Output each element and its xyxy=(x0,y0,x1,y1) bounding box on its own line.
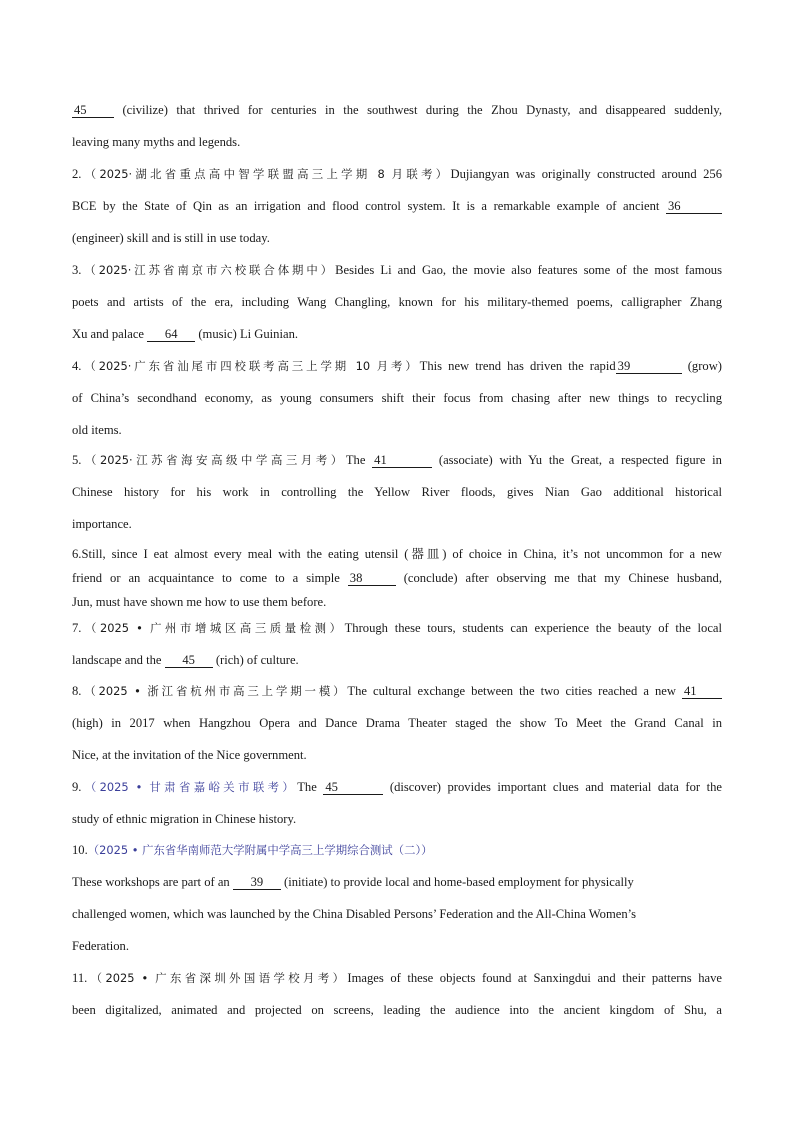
line-text: importance. xyxy=(72,517,132,531)
line-text: leaving many myths and legends. xyxy=(72,135,241,149)
line-text: This new trend has driven the rapid xyxy=(419,359,616,373)
answer-blank: 45 xyxy=(72,103,114,118)
answer-blank: 39 xyxy=(233,875,281,890)
answer-blank: 38 xyxy=(348,571,396,586)
answer-blank: 45 xyxy=(323,780,383,795)
answer-blank: 39 xyxy=(616,359,682,374)
line-text: BCE by the State of Qin as an irrigation and flood control system. It is a remarkable example of ancient xyxy=(72,199,666,213)
line-text: (conclude) after observing me that my Chinese husband, xyxy=(395,571,723,585)
text-line xyxy=(72,482,722,502)
question-8 xyxy=(72,681,722,765)
text-line xyxy=(72,228,722,248)
line-text: The xyxy=(345,453,373,467)
line-text: The xyxy=(297,780,324,794)
text-line xyxy=(72,592,722,612)
text-line xyxy=(72,568,722,588)
question-number: 8. xyxy=(72,684,82,698)
line-text: (grow) xyxy=(681,359,722,373)
text-line xyxy=(72,777,722,797)
question-source: （2025 • 广州市增城区高三质量检测） xyxy=(81,621,345,635)
question-source: （2025 • 浙江省杭州市高三上学期一模） xyxy=(81,684,348,698)
line-text: Federation. xyxy=(72,939,130,953)
text-line xyxy=(72,936,722,956)
question-source: （2025 • 甘肃省嘉峪关市联考） xyxy=(81,780,298,794)
text-line xyxy=(72,872,722,892)
line-text: (civilize) that thrived for centuries in the southwest during the Zhou Dynasty, and disappeared suddenly, xyxy=(114,103,722,117)
line-text: Through these tours, students can experience the beauty of the local xyxy=(344,621,722,635)
line-text: landscape and the xyxy=(72,653,165,667)
answer-blank: 41 xyxy=(682,684,722,699)
question-4 xyxy=(72,356,722,440)
text-line xyxy=(72,100,722,120)
answer-blank: 45 xyxy=(165,653,213,668)
question-source: （2025·广东省汕尾市四校联考高三上学期 10 月考） xyxy=(81,359,420,373)
text-line xyxy=(72,1000,722,1020)
line-text: Chinese history for his work in controlling the Yellow River floods, gives Nian Gao additional historical xyxy=(72,485,722,499)
question-source: （2025 • 广东省华南师范大学附属中学高三上学期综合测试（二）） xyxy=(87,843,433,857)
line-text: of China’s secondhand economy, as young consumers shift their focus from chasing after new things to recycling xyxy=(72,391,722,405)
line-text: (associate) with Yu the Great, a respected figure in xyxy=(432,453,722,467)
line-text: study of ethnic migration in Chinese history. xyxy=(72,812,297,826)
question-10 xyxy=(72,840,722,956)
line-text: (discover) provides important clues and material data for the xyxy=(383,780,722,794)
line-text: Besides Li and Gao, the movie also features some of the most famous xyxy=(335,263,722,277)
question-source: （2025·江苏省南京市六校联合体期中） xyxy=(81,263,336,277)
answer-blank: 41 xyxy=(372,453,432,468)
text-line xyxy=(72,420,722,440)
question-number: 7. xyxy=(72,621,82,635)
question-5 xyxy=(72,450,722,534)
question-number: 4. xyxy=(72,359,82,373)
text-line xyxy=(72,618,722,638)
text-line xyxy=(72,681,722,701)
line-text: Xu and palace xyxy=(72,327,148,341)
question-number: 9. xyxy=(72,780,82,794)
text-line xyxy=(72,356,722,376)
line-text: Nice, at the invitation of the Nice government. xyxy=(72,748,307,762)
question-number: 11. xyxy=(72,971,88,985)
text-line xyxy=(72,809,722,829)
line-text: been digitalized, animated and projected on screens, leading the audience into the ancient kingdom of Shu, a xyxy=(72,1003,722,1017)
question-source: （2025·湖北省重点高中智学联盟高三上学期 8 月联考） xyxy=(81,167,451,181)
text-line xyxy=(72,132,722,152)
text-line xyxy=(72,260,722,280)
question-2 xyxy=(72,164,722,248)
question-number: 10. xyxy=(72,843,88,857)
text-line xyxy=(72,544,722,564)
line-text: (rich) of culture. xyxy=(212,653,299,667)
text-line xyxy=(72,388,722,408)
question-number: 6. xyxy=(72,547,82,561)
question-source: （2025·江苏省海安高级中学高三月考） xyxy=(81,453,346,467)
question-3 xyxy=(72,260,722,344)
line-text: The cultural exchange between the two cities reached a new xyxy=(347,684,682,698)
text-line xyxy=(72,324,722,344)
question-number: 5. xyxy=(72,453,82,467)
answer-blank: 64 xyxy=(147,327,195,342)
line-text: poets and artists of the era, including Wang Changling, known for his military-themed poems, calligrapher Zhang xyxy=(72,295,722,309)
line-text: friend or an acquaintance to come to a simple xyxy=(72,571,348,585)
answer-blank: 36 xyxy=(666,199,722,214)
line-text: old items. xyxy=(72,423,122,437)
line-text: Jun, must have shown me how to use them before. xyxy=(72,595,327,609)
text-line xyxy=(72,713,722,733)
question-1-continuation xyxy=(72,100,722,152)
question-11 xyxy=(72,968,722,1020)
question-number: 3. xyxy=(72,263,82,277)
question-source: （2025 • 广东省深圳外国语学校月考） xyxy=(87,971,348,985)
question-number: 2. xyxy=(72,167,82,181)
text-line xyxy=(72,292,722,312)
text-line xyxy=(72,968,722,988)
text-line xyxy=(72,164,722,184)
text-line xyxy=(72,745,722,765)
text-line xyxy=(72,450,722,470)
question-9 xyxy=(72,777,722,829)
question-7 xyxy=(72,618,722,670)
line-text: Images of these objects found at Sanxingdui and their patterns have xyxy=(347,971,723,985)
line-text: (high) in 2017 when Hangzhou Opera and Dance Drama Theater staged the show To Meet the Grand Canal in xyxy=(72,716,722,730)
line-text: challenged women, which was launched by the China Disabled Persons’ Federation and the All-China Women’s xyxy=(72,907,637,921)
text-line xyxy=(72,904,722,924)
line-text: Dujiangyan was originally constructed around 256 xyxy=(450,167,722,181)
line-text: These workshops are part of an xyxy=(72,875,233,889)
question-6 xyxy=(72,544,722,612)
text-line xyxy=(72,196,722,216)
text-line xyxy=(72,840,722,860)
line-text: Still, since I eat almost every meal with the eating utensil (器皿) of choice in China, it’s not uncommon for a new xyxy=(81,547,722,561)
line-text: (music) Li Guinian. xyxy=(195,327,299,341)
line-text: (engineer) skill and is still in use today. xyxy=(72,231,270,245)
line-text: (initiate) to provide local and home-based employment for physically xyxy=(280,875,634,889)
text-line xyxy=(72,514,722,534)
text-line xyxy=(72,650,722,670)
